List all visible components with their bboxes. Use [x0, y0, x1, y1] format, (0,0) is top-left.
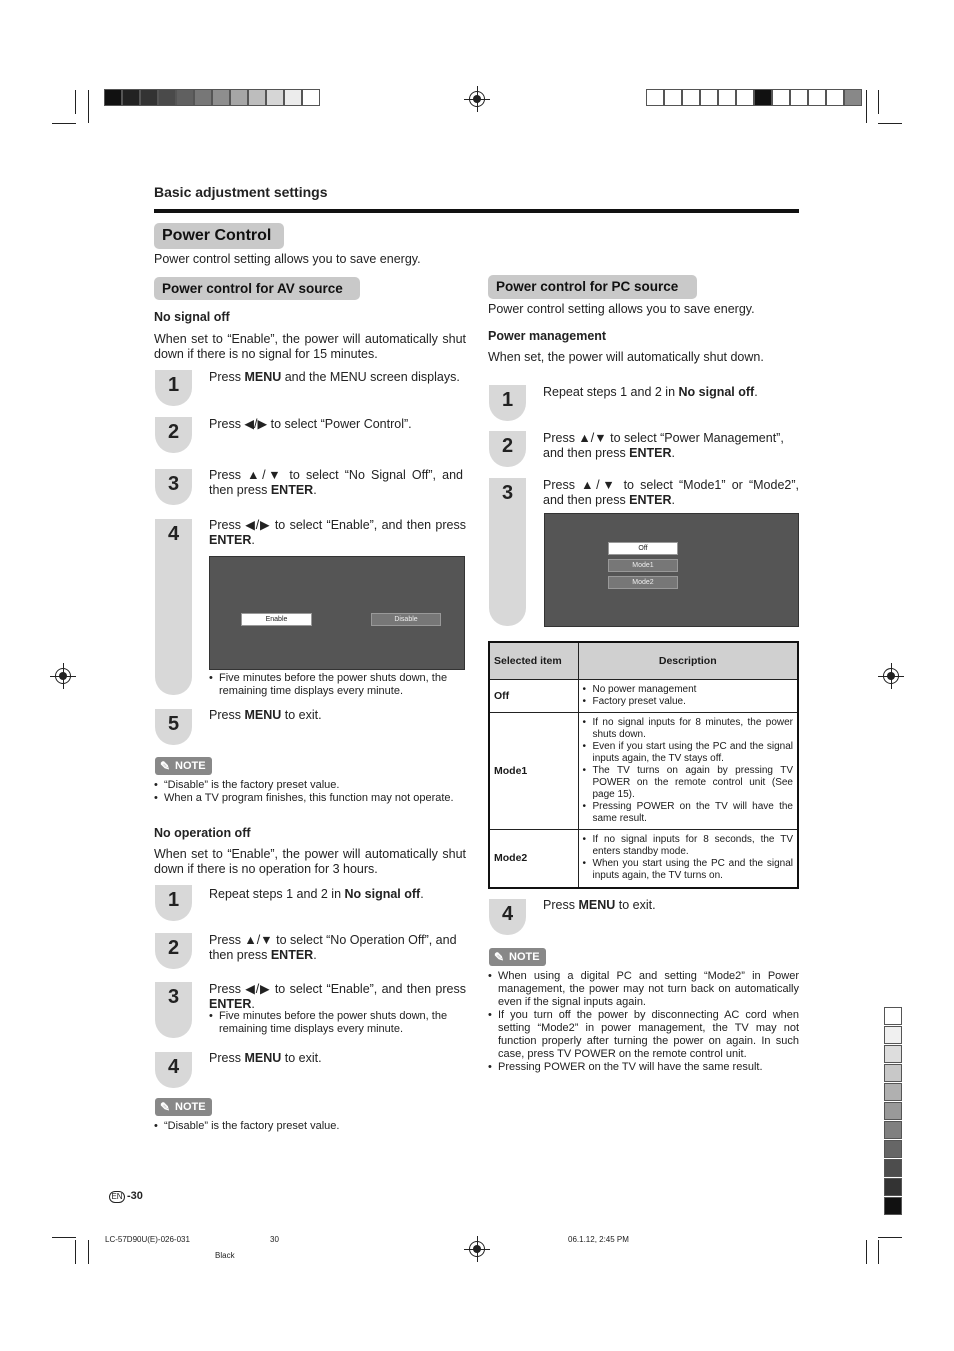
page-number: -30 — [127, 1190, 143, 1202]
step-text: Press MENU and the MENU screen displays. — [209, 370, 460, 384]
table-row: Mode2 • If no signal inputs for 8 seconds, the TV enters standby mode. • When you start using the PC and the signal inputs again, the TV turns on. — [489, 829, 798, 888]
tv-screen-preview — [544, 513, 799, 627]
crop-mark — [52, 1237, 76, 1238]
step-text: Press ◀/▶ to select “Enable”, and then press ENTER. — [209, 982, 466, 1011]
no-operation-heading: No operation off — [154, 826, 251, 840]
step-marker: 2 — [155, 417, 192, 453]
disable-option: Disable — [371, 613, 441, 626]
step-marker: 3 — [155, 982, 192, 1038]
note-badge: ✎ NOTE — [155, 1098, 212, 1116]
table-row: Off • No power management • Factory preset value. — [489, 679, 798, 712]
step-text: Press ▲/▼ to select “Mode1” or “Mode2”, and then press ENTER. — [543, 478, 799, 507]
av-section-title: Power control for AV source — [154, 277, 360, 300]
crop-mark — [878, 123, 902, 124]
registration-mark-icon — [55, 668, 71, 684]
mode2-option: Mode2 — [608, 576, 678, 589]
step-marker: 3 — [155, 469, 192, 505]
step-marker: 5 — [155, 709, 192, 745]
step-text: Repeat steps 1 and 2 in No signal off. — [543, 385, 758, 399]
step-text: Press MENU to exit. — [209, 1051, 322, 1065]
no-signal-heading: No signal off — [154, 310, 230, 324]
registration-mark-icon — [883, 668, 899, 684]
step-text: Press ◀/▶ to select “Power Control”. — [209, 417, 412, 431]
pc-intro: Power control setting allows you to save energy. — [488, 302, 755, 316]
step-marker: 4 — [155, 1052, 192, 1088]
step-marker: 1 — [155, 370, 192, 406]
grayscale-bar-vertical — [884, 1007, 902, 1216]
step-text: Press MENU to exit. — [543, 898, 656, 912]
crop-mark — [878, 1240, 879, 1264]
step-text: Press ▲/▼ to select “Power Management”, and then press ENTER. — [543, 431, 784, 460]
note-list: • “Disable” is the factory preset value. — [154, 1120, 469, 1133]
mode-table — [488, 641, 799, 889]
registration-mark-icon — [469, 1241, 485, 1257]
enable-option: Enable — [241, 613, 312, 626]
step-marker: 2 — [155, 933, 192, 969]
table-header: Selected item — [489, 642, 578, 679]
file-code: LC-57D90U(E)-026-031 — [105, 1235, 190, 1244]
crop-mark — [88, 90, 89, 123]
crop-mark — [52, 123, 76, 124]
step-text: Press MENU to exit. — [209, 708, 322, 722]
crop-mark — [866, 90, 867, 123]
step-marker: 4 — [489, 899, 526, 935]
step-text: Press ◀/▶ to select “Enable”, and then press ENTER. — [209, 518, 466, 547]
note-list: • “Disable” is the factory preset value. • When a TV program finishes, this function may not operate. — [154, 779, 469, 805]
step-marker: 4 — [155, 519, 192, 695]
no-signal-desc: When set to “Enable”, the power will automatically shut down if there is no signal for 15 minutes. — [154, 332, 466, 361]
crop-mark — [75, 1240, 76, 1264]
step-text: Press ▲/▼ to select “No Operation Off”, and then press ENTER. — [209, 933, 457, 962]
step-text: Press ▲/▼ to select “No Signal Off”, and then press ENTER. — [209, 468, 463, 497]
note-badge: ✎ NOTE — [489, 948, 546, 966]
bullet-list: • Five minutes before the power shuts down, the remaining time displays every minute. — [209, 1010, 466, 1036]
note-badge: ✎ NOTE — [155, 757, 212, 775]
off-option: Off — [608, 542, 678, 555]
page-title: Power Control — [154, 223, 284, 249]
step-text: Repeat steps 1 and 2 in No signal off. — [209, 887, 424, 901]
table-row: Mode1 • If no signal inputs for 8 minutes, the power shuts down. • Even if you start using the PC and the signal inputs again, the TV stays off. • The TV turns on again by pressing TV POWER on the remote control unit (See page 15). • Pressing POWER on the TV will have the same result. — [489, 712, 798, 829]
step-marker: 1 — [489, 385, 526, 421]
registration-mark-icon — [469, 91, 485, 107]
crop-mark — [75, 90, 76, 114]
note-list: • When using a digital PC and setting “Mode2” in Power management, the power may not turn back on automatically even if the signal inputs again. • If you turn off the power by disconnecting AC cord when setting “Mode2” in power management, the TV may not function properly after turning the power on again. In such case, press TV POWER on the remote control unit. • Pressing POWER on the TV will have the same result. — [488, 970, 799, 1074]
crop-mark — [866, 1240, 867, 1264]
step-marker: 3 — [489, 478, 526, 626]
header-rule — [154, 209, 799, 213]
step-marker: 1 — [155, 885, 192, 921]
pc-section-title: Power control for PC source — [488, 275, 697, 299]
bullet-list: • Five minutes before the power shuts down, the remaining time displays every minute. — [209, 672, 466, 698]
no-operation-desc: When set to “Enable”, the power will automatically shut down if there is no operation for 3 hours. — [154, 847, 466, 876]
language-badge: EN — [109, 1191, 125, 1203]
crop-mark — [878, 1237, 902, 1238]
file-page: 30 — [270, 1235, 279, 1244]
plate-color: Black — [215, 1251, 235, 1260]
crop-mark — [878, 90, 879, 114]
intro-text: Power control setting allows you to save energy. — [154, 252, 421, 266]
file-date: 06.1.12, 2:45 PM — [568, 1235, 629, 1244]
grayscale-bar-left — [104, 89, 320, 106]
tv-screen-preview — [209, 556, 465, 670]
section-header: Basic adjustment settings — [154, 184, 328, 200]
table-header: Description — [578, 642, 798, 679]
power-management-heading: Power management — [488, 329, 607, 343]
grayscale-bar-right — [646, 89, 862, 106]
step-marker: 2 — [489, 431, 526, 467]
crop-mark — [88, 1240, 89, 1264]
power-management-desc: When set, the power will automatically shut down. — [488, 350, 764, 364]
mode1-option: Mode1 — [608, 559, 678, 572]
